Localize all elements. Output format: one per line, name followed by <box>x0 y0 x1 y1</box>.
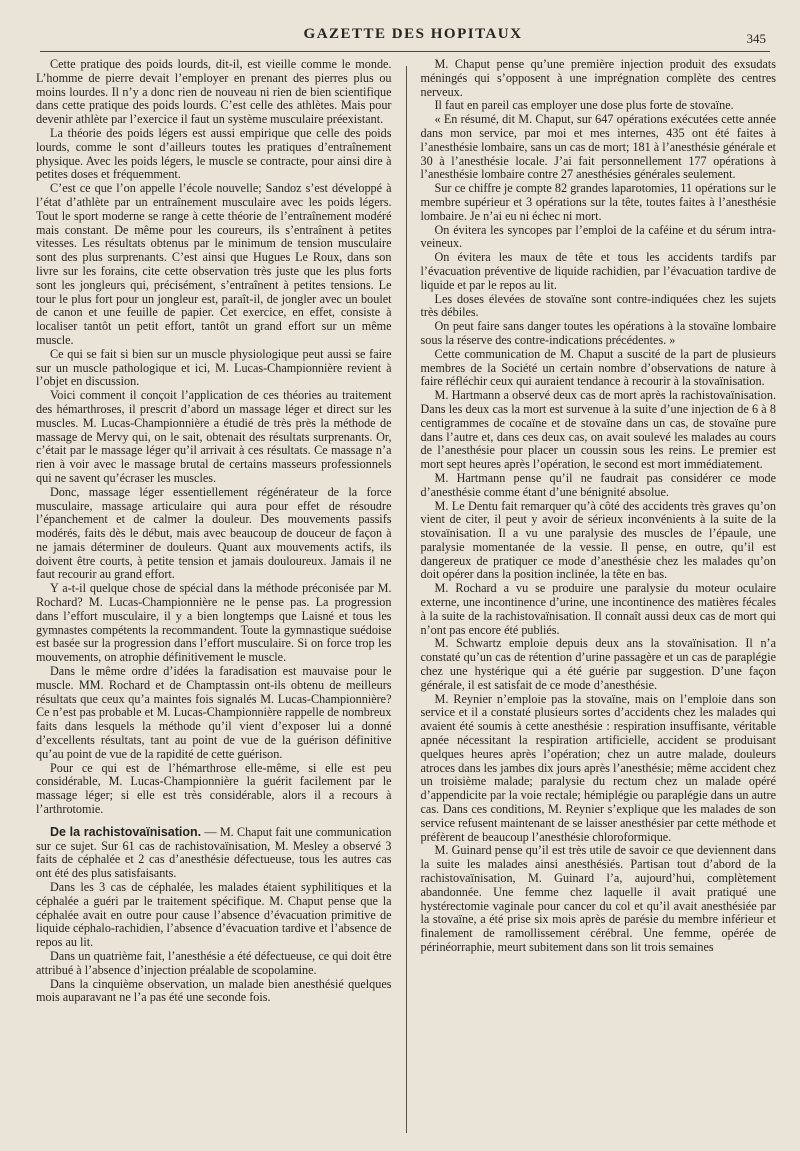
paragraph: « En résumé, dit M. Chaput, sur 647 opérations exécutées cette année dans mon service, par moi et mes internes, 435 ont été faites à l’anesthésie lombaire, sans un cas de mort; 181 à l’anesthésie générale et 30 à l’anesthésie locale. J’ai fait personnellement 177 opérations à l’anesthésie lombaire contre 27 anesthésies générales seulement. <box>420 112 776 182</box>
paragraph: Cette pratique des poids lourds, dit-il, est vieille comme le monde. L’homme de pierre devait l’employer en prenant des pierres plus ou moins lourdes. Il n’y a donc rien de nouveau ni rien de bien scientifique dans cette pratique des poids lourds. C’est celle des athlètes. Mais pour devenir athlète par l’exercice il faut un système musculaire préexistant. <box>36 58 392 127</box>
paragraph: La théorie des poids légers est aussi empirique que celle des poids lourds, comme le sont d’ailleurs toutes les pratiques d’entraînement physique. Avec les poids légers, le muscle se contracte, pour ainsi dire à petites doses et fréquemment. <box>36 125 392 182</box>
paragraph: C’est ce que l’on appelle l’école nouvelle; Sandoz s’est développé à l’état d’athlète par un entraînement musculaire avec les poids légers. Tout le sport moderne se range à cette théorie de l’entraînement modéré mais constant. De même pour les coureurs, ils s’entraînent à petites vitesses. Les résultats obtenus par le minimum de tension musculaire sont des plus surprenants. C’est ainsi que Hugues Le Roux, dans son livre sur les forains, cite cette observation très juste que les plus forts sont les jongleurs qui, précisément, s’entraînent à petites tensions. Le tour le plus fort pour un jongleur est, paraît-il, de jongler avec un boulet de canon et une feuille de papier. Cet exercice, en effet, consiste à localiser tantôt un petit effort, tantôt un grand effort sur un même muscle. <box>36 181 392 347</box>
paragraph: Y a-t-il quelque chose de spécial dans la méthode préconisée par M. Rochard? M. Lucas-Championnière ne le pense pas. La progression dans l’effort musculaire, il y a bien longtemps que Laisné et tous les gymnastes compétents la recommandent. Toute la gymnastique suédoise est basée sur la progression dans l’effort musculaire. Si on force trop les mouvements, on atrophie définitivement le muscle. <box>36 581 392 665</box>
column-divider <box>406 66 407 1133</box>
paragraph: Pour ce qui est de l’hémarthrose elle-même, si elle est peu considérable, M. Lucas-Championnière la guérit facilement par le massage léger; si elle est très considérable, alors il a recours à l’arthrotomie. <box>36 760 392 817</box>
section-heading: De la rachistovaïnisation. <box>50 824 202 839</box>
article-columns <box>36 58 776 1133</box>
paragraph-text: — M. Chaput fait une communication sur ce sujet. Sur 61 cas de rachistovaïnisation, M. Mesley a observé 3 faits de céphalée et 2 cas d’anesthésie défectueuse, tous les autres cas ont été des plus satisfaisants. <box>36 824 392 881</box>
paragraph: M. Guinard pense qu’il est très utile de savoir ce que deviennent dans la suite les malades ainsi anesthésiés. Partisan tout d’abord de la rachistovaïnisation, M. Guinard l’a, aujourd’hui, complètement abandonnée. Une femme chez laquelle il avait pratiqué une hystérectomie vaginale pour cancer du col et qu’il avait anesthésiée par la stovaïne, a été prise six mois après de parésie du membre inférieur et finalement de ramollissement cérébral. Une femme, opérée de périnéorraphie, meurt subitement dans son lit trois semaines <box>420 843 776 954</box>
paragraph: Dans le même ordre d’idées la faradisation est mauvaise pour le muscle. MM. Rochard et de Champtassin ont-ils obtenu de meilleurs résultats que ceux qu’a maintes fois signalés M. Lucas-Championnière? Ce n’est pas probable et M. Lucas-Championnière rappelle de nombreux faits dans lesquels la méthode qu’il vient d’exposer lui a donné d’excellents résultats, tant au point de vue de la guérison définitive qu’au point de vue de la rapidité de cette guérison. <box>36 664 392 761</box>
paragraph: Dans la cinquième observation, un malade bien anesthésié quelques mois auparavant ne l’a pas été une seconde fois. <box>36 976 392 1005</box>
paragraph: M. Schwartz emploie depuis deux ans la stovaïnisation. Il n’a constaté qu’un cas de rétention d’urine passagère et un cas de paraplégie chez une hystérique qui a été guérie par suggestion. D’une façon générale, il est satisfait de ce mode d’anesthésie. <box>420 636 776 692</box>
journal-title: GAZETTE DES HOPITAUX <box>303 26 523 42</box>
left-column <box>36 58 402 1133</box>
paragraph: Dans les 3 cas de céphalée, les malades étaient syphilitiques et la céphalée a guéri par le traitement spécifique. M. Chaput pense que la céphalée avait en outre pour cause l’absence d’évacuation primitive de liquide céphalo-rachidien, l’absence d’évacuation tardive et l’absence de repos au lit. <box>36 880 392 950</box>
paragraph: M. Reynier n’emploie pas la stovaïne, mais on l’emploie dans son service et il a constaté plusieurs sortes d’accidents chez les malades qui avaient été soumis à cette anesthésie : respiration insuffisante, véritable apnée nécessitant la respiration artificielle, accident se produisant quelques heures après l’opération; chez un autre malade, douleurs atroces dans les jambes dix jours après l’anesthésie; même accident chez un troisième malade; paralysie du rectum chez un malade opéré d’appendicite par la voie rectale; hémiplégie ou paraplégie dans un autre cas. Dans ces conditions, M. Reynier s’explique que les malades de son service refusent maintenant de se laisser anesthésier par cette méthode et préfèrent de beaucoup l’anesthésie chloroformique. <box>420 691 776 844</box>
paragraph: Voici comment il conçoit l’application de ces théories au traitement des hémarthroses, il prescrit d’abord un massage léger et direct sur les muscles. M. Lucas-Championnière a étudié de très près la méthode de massage de Mervy qui, on le sait, obtenait des résultats surprenants. Or, c’était par le massage léger qu’il arrivait à ces résultats. Ce massage n’a rien à voir avec le massage brutal de certains masseurs professionnels qui ne savent qu’écraser les muscles. <box>36 388 392 485</box>
paragraph: Ce qui se fait si bien sur un muscle physiologique peut aussi se faire sur un muscle pathologique et ici, M. Lucas-Championnière revient à l’objet en discussion. <box>36 346 392 389</box>
paragraph: Sur ce chiffre je compte 82 grandes laparotomies, 11 opérations sur le membre supérieur et 3 opérations sur la tête, toutes faites à l’anesthésie lombaire. Je n’ai eu ni échec ni mort. <box>420 181 776 223</box>
paragraph: Dans un quatrième fait, l’anesthésie a été défectueuse, ce qui doit être attribué à l’absence d’injection préalable de scopolamine. <box>36 949 392 977</box>
header-rule <box>40 51 770 52</box>
paragraph: M. Chaput pense qu’une première injection produit des exsudats méningés qui s’opposent à une imprégnation complète des centres nerveux. <box>420 58 776 99</box>
paragraph: M. Hartmann a observé deux cas de mort après la rachistovaïnisation. Dans les deux cas la mort est survenue à la suite d’une injection de 6 à 8 centigrammes de cocaïne et de stovaïne dans un cas, de stovaïne pure dans l’autre et, dans ces deux cas, on avait soulevé les malades au cours de l’anesthésie pour placer un coussin sous les reins. Le premier est mort sept heures après l’opération, le second est mort immédiatement. <box>420 388 776 472</box>
right-column <box>411 58 777 1133</box>
paragraph: On évitera les syncopes par l’emploi de la caféine et du sérum intra-veineux. <box>420 222 776 251</box>
paragraph: M. Le Dentu fait remarquer qu’à côté des accidents très graves qu’on vient de citer, il peut y avoir de sérieux inconvénients à la suite de la stovaïnisation. Il a vu une paralysie des muscles de l’épaule, une paralysie momentanée de la vessie. Il pense, en outre, qu’il est dangereux de pratiquer ce mode d’anesthésie chez les malades qu’on doit opérer dans la position inclinée, la tête en bas. <box>420 498 776 582</box>
paragraph: Les doses élevées de stovaïne sont contre-indiquées chez les sujets très débiles. <box>420 291 776 320</box>
paragraph: Cette communication de M. Chaput a suscité de la part de plusieurs membres de la Société un certain nombre d’observations de nature à faire réfléchir ceux qui auraient tendance à recourir à la stovaïnisation. <box>420 346 776 389</box>
page-header <box>60 26 766 50</box>
paragraph: Donc, massage léger essentiellement régénérateur de la force musculaire, massage articulaire qui aura pour effet de résoudre l’épanchement et de calmer la douleur. Des mouvements passifs modérés, faits dès le début, mais avec beaucoup de douceur de façon à ne jamais déterminer de douleurs. Quant aux mouvements actifs, ils doivent être courts, à petite tension et jamais douloureux. Jamais il ne faut recourir au grand effort. <box>36 484 392 582</box>
paragraph: Il faut en pareil cas employer une dose plus forte de stovaïne. <box>434 98 734 113</box>
paragraph: M. Rochard a vu se produire une paralysie du moteur oculaire externe, une incontinence d’urine, une incontinence des matières fécales à la suite de la rachistovaïnisation. Il connaît aussi deux cas de mort qui n’ont pas encore été publiés. <box>420 581 776 637</box>
paragraph: On évitera les maux de tête et tous les accidents tardifs par l’évacuation préventive de liquide rachidien, par l’évacuation tardive de liquide et par le repos au lit. <box>420 250 776 292</box>
paragraph: On peut faire sans danger toutes les opérations à la stovaïne lombaire sous la réserve des contre-indications précédentes. » <box>420 319 776 347</box>
paragraph: M. Hartmann pense qu’il ne faudrait pas considérer ce mode d’anesthésie comme étant d’une bénignité absolue. <box>420 470 776 499</box>
section-paragraph <box>36 826 392 881</box>
page-number: 345 <box>746 31 766 46</box>
